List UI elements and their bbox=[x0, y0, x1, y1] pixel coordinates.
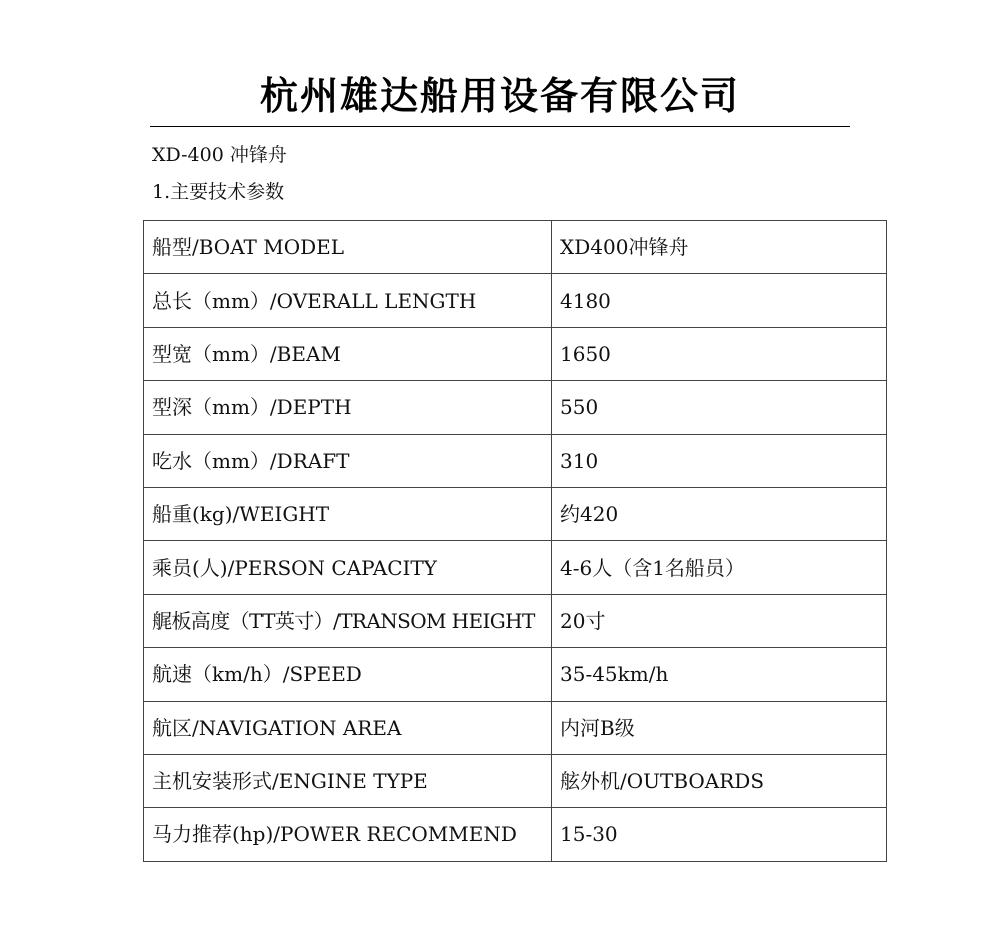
spec-value: 内河B级 bbox=[552, 701, 887, 754]
title-divider bbox=[150, 126, 850, 127]
spec-value: 约420 bbox=[552, 487, 887, 540]
spec-label: 马力推荐(hp)/POWER RECOMMEND bbox=[144, 808, 552, 861]
spec-table bbox=[143, 220, 887, 862]
company-title: 杭州雄达船用设备有限公司 bbox=[259, 74, 740, 118]
spec-value: 35-45km/h bbox=[552, 648, 887, 701]
spec-label: 乘员(人)/PERSON CAPACITY bbox=[144, 541, 552, 594]
spec-value: 20寸 bbox=[552, 594, 887, 647]
product-name: XD-400 冲锋舟 bbox=[152, 144, 287, 166]
table-row bbox=[144, 221, 887, 274]
table-row bbox=[144, 808, 887, 861]
table-row bbox=[144, 754, 887, 807]
spec-value: 舷外机/OUTBOARDS bbox=[552, 754, 887, 807]
spec-value: 4-6人（含1名船员） bbox=[552, 541, 887, 594]
table-row bbox=[144, 434, 887, 487]
spec-label: 航速（km/h）/SPEED bbox=[144, 648, 552, 701]
spec-value: 310 bbox=[552, 434, 887, 487]
table-row bbox=[144, 327, 887, 380]
table-row bbox=[144, 594, 887, 647]
table-row bbox=[144, 487, 887, 540]
spec-label: 主机安装形式/ENGINE TYPE bbox=[144, 754, 552, 807]
spec-label: 船型/BOAT MODEL bbox=[144, 221, 552, 274]
table-row bbox=[144, 648, 887, 701]
table-row bbox=[144, 381, 887, 434]
spec-value: 15-30 bbox=[552, 808, 887, 861]
spec-label: 型深（mm）/DEPTH bbox=[144, 381, 552, 434]
spec-value: 550 bbox=[552, 381, 887, 434]
spec-value: XD400冲锋舟 bbox=[552, 221, 887, 274]
spec-value: 1650 bbox=[552, 327, 887, 380]
spec-label: 船重(kg)/WEIGHT bbox=[144, 487, 552, 540]
table-row bbox=[144, 701, 887, 754]
spec-value: 4180 bbox=[552, 274, 887, 327]
spec-label: 总长（mm）/OVERALL LENGTH bbox=[144, 274, 552, 327]
spec-label: 吃水（mm）/DRAFT bbox=[144, 434, 552, 487]
spec-label: 型宽（mm）/BEAM bbox=[144, 327, 552, 380]
table-row bbox=[144, 541, 887, 594]
table-row bbox=[144, 274, 887, 327]
section-heading: 1.主要技术参数 bbox=[152, 181, 285, 203]
spec-label: 艉板高度（TT英寸）/TRANSOM HEIGHT bbox=[144, 594, 552, 647]
spec-label: 航区/NAVIGATION AREA bbox=[144, 701, 552, 754]
